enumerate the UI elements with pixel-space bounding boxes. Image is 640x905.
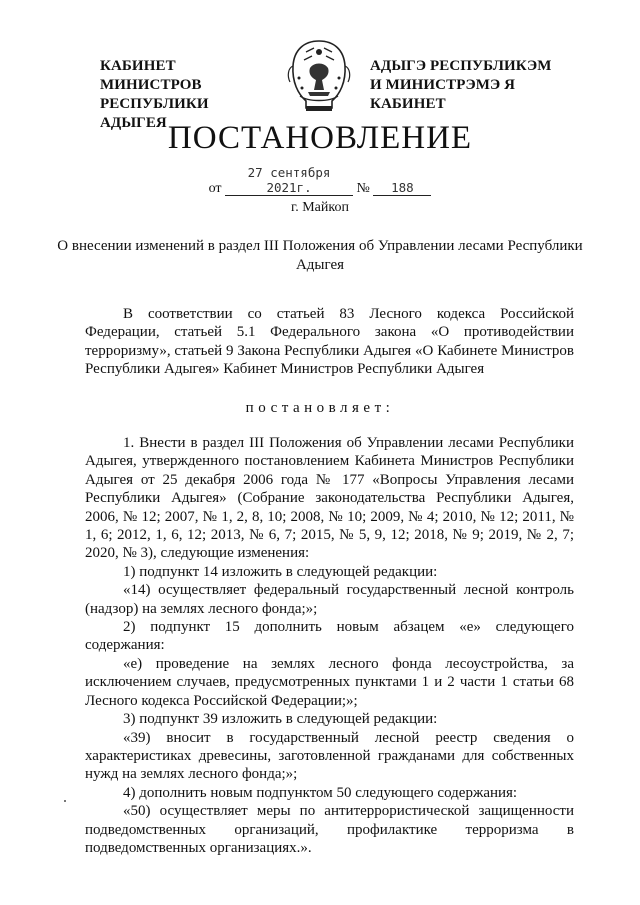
number-value: 188 xyxy=(373,180,431,196)
header-right-line1: АДЫГЭ РЕСПУБЛИКЭМ xyxy=(370,58,552,74)
number-prefix: № xyxy=(356,181,370,196)
paragraph: «е) проведение на землях лесного фонда лесоустройства, за исключением случаев, предусмотренных пунктами 1 и 2 части 1 статьи 68 Лесного кодекса Российской Федерации;»; xyxy=(85,655,574,709)
header-right-line2: И МИНИСТРЭМЭ Я КАБИНЕТ xyxy=(370,77,516,112)
body-paragraphs xyxy=(85,434,574,857)
header-left-line2: РЕСПУБЛИКИ АДЫГЕЯ xyxy=(100,96,209,131)
preamble: В соответствии со статьей 83 Лесного кодекса Российской Федерации, статьей 5.1 Федерального закона «О противодействии терроризму», статьей 9 Закона Республики Адыгея «О Кабинете Министров Республики Адыгея» Кабинет Министров Республики Адыгея xyxy=(85,306,574,378)
paragraph: «50) осуществляет меры по антитеррористической защищенности подведомственных организаций, профилактике терроризма в подведомственных организациях.». xyxy=(85,803,574,856)
scan-speck xyxy=(64,800,66,802)
header-left-line1: КАБИНЕТ МИНИСТРОВ xyxy=(100,58,202,93)
header-right-block xyxy=(370,57,590,114)
paragraph: 1) подпункт 14 изложить в следующей редакции: xyxy=(123,563,438,580)
paragraph: 2) подпункт 15 дополнить новым абзацем «е» следующего содержания: xyxy=(85,619,574,654)
date-prefix: от xyxy=(208,181,222,196)
paragraph: «39) вносит в государственный лесной реестр сведения о характеристиках древесины, заготовленной гражданами для собственных нужд на землях лесного фонда;»; xyxy=(85,729,574,783)
document-title: ПОСТАНОВЛЕНИЕ xyxy=(167,120,473,156)
decree-word: постановляет: xyxy=(245,400,395,416)
paragraph: 4) дополнить новым подпунктом 50 следующего содержания: xyxy=(123,784,518,801)
paragraph: «14) осуществляет федеральный государственный лесной контроль (надзор) на землях лесного фонда;»; xyxy=(85,582,574,617)
date-number-line xyxy=(0,165,640,197)
city: г. Майкоп xyxy=(291,200,349,215)
date-value: 27 сентября 2021г. xyxy=(225,165,353,196)
paragraph: 1. Внести в раздел III Положения об Управлении лесами Республики Адыгея, утвержденного постановлением Кабинета Министров Республики Адыгея от 25 декабря 2006 года № 177 «Вопросы Управления лесами Республики Адыгея» (Собрание законодательства Республики Адыгея, 2006, № 12; 2007, № 1, 2, 8, 10; 2008, № 10; 2009, № 4; 2010, № 12; 2011, № 1, 6; 2012, 1, 6, 12; 2013, № 6, 7; 2015, № 5, 9, 12; 2018, № 9; 2019, № 2, 7; 2020, № 3), следующие изменения: xyxy=(85,435,574,562)
document-subject: О внесении изменений в раздел III Положения об Управлении лесами Республики Адыгея xyxy=(57,238,583,273)
paragraph: 3) подпункт 39 изложить в следующей редакции: xyxy=(123,711,438,728)
coat-of-arms-icon xyxy=(284,38,354,116)
